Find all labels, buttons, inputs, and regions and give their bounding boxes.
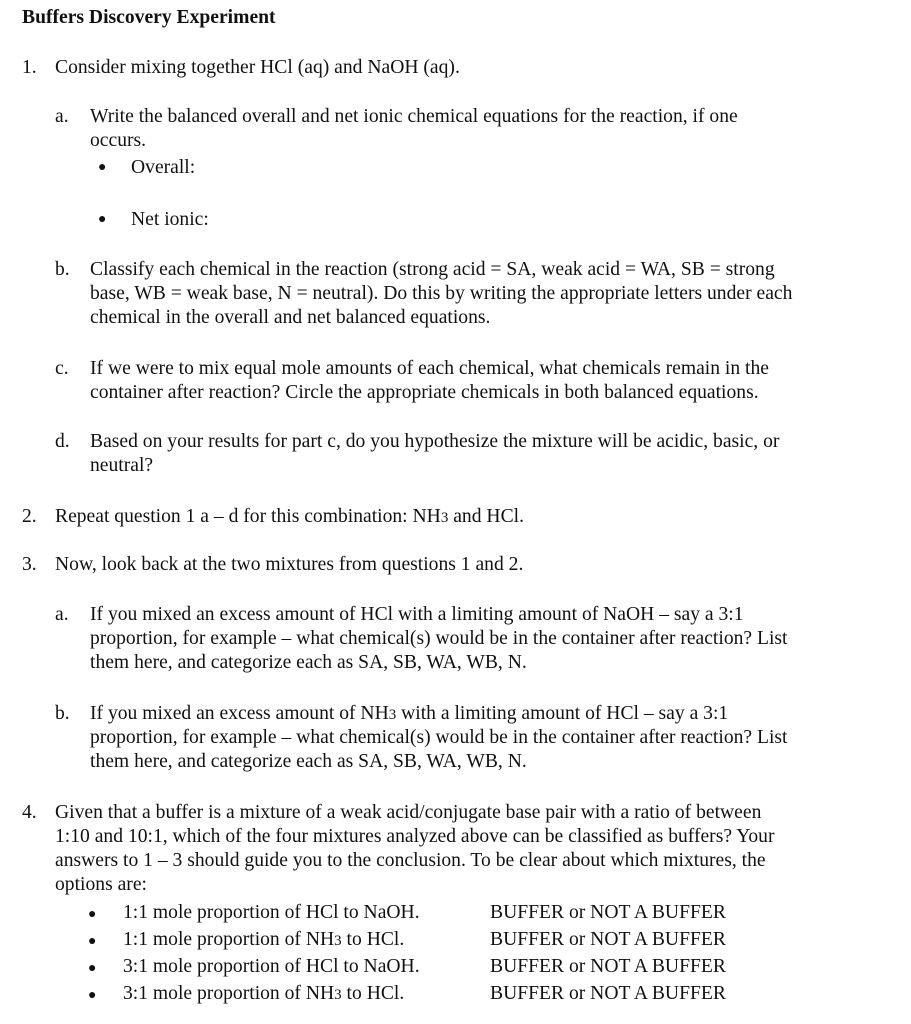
q1d-letter: d. bbox=[55, 431, 70, 452]
bullet-icon: ● bbox=[88, 934, 97, 949]
bullet-icon: ● bbox=[98, 212, 107, 227]
q1c-line-2: container after reaction? Circle the appropriate chemicals in both balanced equations. bbox=[90, 382, 759, 403]
q1b-line-2: base, WB = weak base, N = neutral). Do this by writing the appropriate letters under each bbox=[90, 283, 793, 304]
q1a-letter: a. bbox=[55, 106, 69, 127]
q4-option-choice: BUFFER or NOT A BUFFER bbox=[490, 929, 726, 950]
q1a-bullet-net-ionic: Net ionic: bbox=[131, 209, 209, 230]
q1b-line-1: Classify each chemical in the reaction (strong acid = SA, weak acid = WA, SB = strong bbox=[90, 259, 775, 280]
q4-line-4: options are: bbox=[55, 874, 147, 895]
q1b-line-3: chemical in the overall and net balanced equations. bbox=[90, 307, 491, 328]
q1c-line-1: If we were to mix equal mole amounts of each chemical, what chemicals remain in the bbox=[90, 358, 769, 379]
bullet-icon: ● bbox=[88, 988, 97, 1003]
q1c-letter: c. bbox=[55, 358, 69, 379]
q1d-line-2: neutral? bbox=[90, 455, 154, 476]
q4-option-choice: BUFFER or NOT A BUFFER bbox=[490, 983, 726, 1004]
q4-option-text: 3:1 mole proportion of NH3 to HCl. bbox=[123, 983, 405, 1004]
q4-option-choice: BUFFER or NOT A BUFFER bbox=[490, 956, 726, 977]
q2-number: 2. bbox=[22, 506, 37, 527]
q1-number: 1. bbox=[22, 57, 37, 78]
document-title: Buffers Discovery Experiment bbox=[22, 7, 276, 28]
q3a-line-1: If you mixed an excess amount of HCl with a limiting amount of NaOH – say a 3:1 bbox=[90, 604, 744, 625]
q4-option-choice: BUFFER or NOT A BUFFER bbox=[490, 902, 726, 923]
q1a-bullet-overall: Overall: bbox=[131, 157, 196, 178]
q3a-line-2: proportion, for example – what chemical(s) would be in the container after reaction? List bbox=[90, 628, 788, 649]
q4-line-2: 1:10 and 10:1, which of the four mixtures analyzed above can be classified as buffers? Your bbox=[55, 826, 775, 847]
q4-number: 4. bbox=[22, 802, 37, 823]
q4-option-text: 3:1 mole proportion of HCl to NaOH. bbox=[123, 956, 420, 977]
q4-line-1: Given that a buffer is a mixture of a weak acid/conjugate base pair with a ratio of between bbox=[55, 802, 762, 823]
q1a-line-2: occurs. bbox=[90, 130, 147, 151]
q3b-letter: b. bbox=[55, 703, 70, 724]
bullet-icon: ● bbox=[88, 907, 97, 922]
q1a-line-1: Write the balanced overall and net ionic chemical equations for the reaction, if one bbox=[90, 106, 738, 127]
q1-text: Consider mixing together HCl (aq) and NaOH (aq). bbox=[55, 57, 460, 78]
q3b-line-3: them here, and categorize each as SA, SB, WA, WB, N. bbox=[90, 751, 527, 772]
bullet-icon: ● bbox=[88, 961, 97, 976]
q3a-line-3: them here, and categorize each as SA, SB, WA, WB, N. bbox=[90, 652, 527, 673]
q3b-line-1: If you mixed an excess amount of NH3 with a limiting amount of HCl – say a 3:1 bbox=[90, 703, 729, 724]
q4-line-3: answers to 1 – 3 should guide you to the conclusion. To be clear about which mixtures, the bbox=[55, 850, 766, 871]
q3b-line-2: proportion, for example – what chemical(s) would be in the container after reaction? List bbox=[90, 727, 788, 748]
q4-option-text: 1:1 mole proportion of NH3 to HCl. bbox=[123, 929, 405, 950]
q4-option-text: 1:1 mole proportion of HCl to NaOH. bbox=[123, 902, 420, 923]
q3-text: Now, look back at the two mixtures from questions 1 and 2. bbox=[55, 554, 524, 575]
q1d-line-1: Based on your results for part c, do you hypothesize the mixture will be acidic, basic, or bbox=[90, 431, 780, 452]
q3-number: 3. bbox=[22, 554, 37, 575]
q1b-letter: b. bbox=[55, 259, 70, 280]
bullet-icon: ● bbox=[98, 160, 107, 175]
q2-text: Repeat question 1 a – d for this combination: NH3 and HCl. bbox=[55, 506, 524, 527]
q3a-letter: a. bbox=[55, 604, 69, 625]
